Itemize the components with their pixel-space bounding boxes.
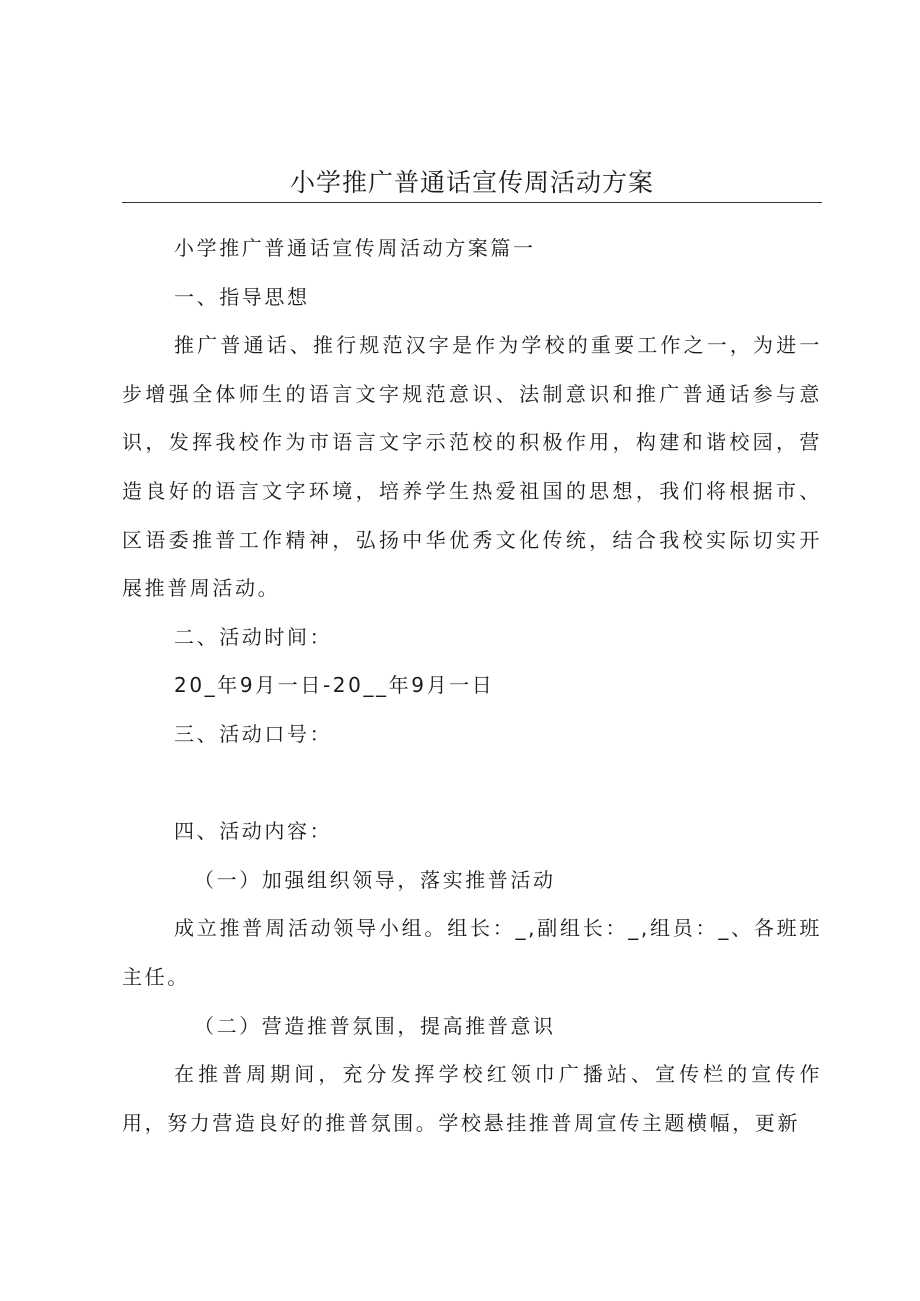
title-underline — [122, 202, 822, 203]
heading-activity-content: 四、活动内容： — [174, 819, 333, 844]
paragraph-leadership-group: 成立推普周活动领导小组。组长：_,副组长：_,组员：_、各班班主任。 — [122, 916, 822, 989]
document-body — [122, 224, 822, 1147]
blank-line — [122, 759, 822, 808]
paragraph-activity-dates: 20_年9月一日-20__年9月一日 — [174, 673, 495, 698]
heading-activity-time: 二、活动时间： — [174, 624, 333, 649]
subheading-organization: （一）加强组织领导，落实推普活动 — [194, 867, 556, 892]
heading-activity-slogan: 三、活动口号： — [174, 721, 333, 746]
paragraph-guiding-ideology: 推广普通话、推行规范汉字是作为学校的重要工作之一，为进一步增强全体师生的语言文字规范意识、法制意识和推广普通话参与意识，发挥我校作为市语言文字示范校的积极作用，构建和谐校园，营造良好的语言文字环境，培养学生热爱祖国的思想，我们将根据市、区语委推普工作精神，弘扬中华优秀文化传统，结合我校实际切实开展推普周活动。 — [122, 333, 822, 601]
paragraph-atmosphere: 在推普周期间，充分发挥学校红领巾广播站、宣传栏的宣传作用，努力营造良好的推普氛围。学校悬挂推普周宣传主题横幅，更新 — [122, 1062, 822, 1135]
document-title: 小学推广普通话宣传周活动方案 — [289, 168, 654, 197]
section-heading-part-one: 小学推广普通话宣传周活动方案篇一 — [174, 236, 536, 260]
subheading-atmosphere: （二）营造推普氛围，提高推普意识 — [194, 1013, 556, 1038]
heading-guiding-ideology: 一、指导思想 — [174, 284, 310, 309]
